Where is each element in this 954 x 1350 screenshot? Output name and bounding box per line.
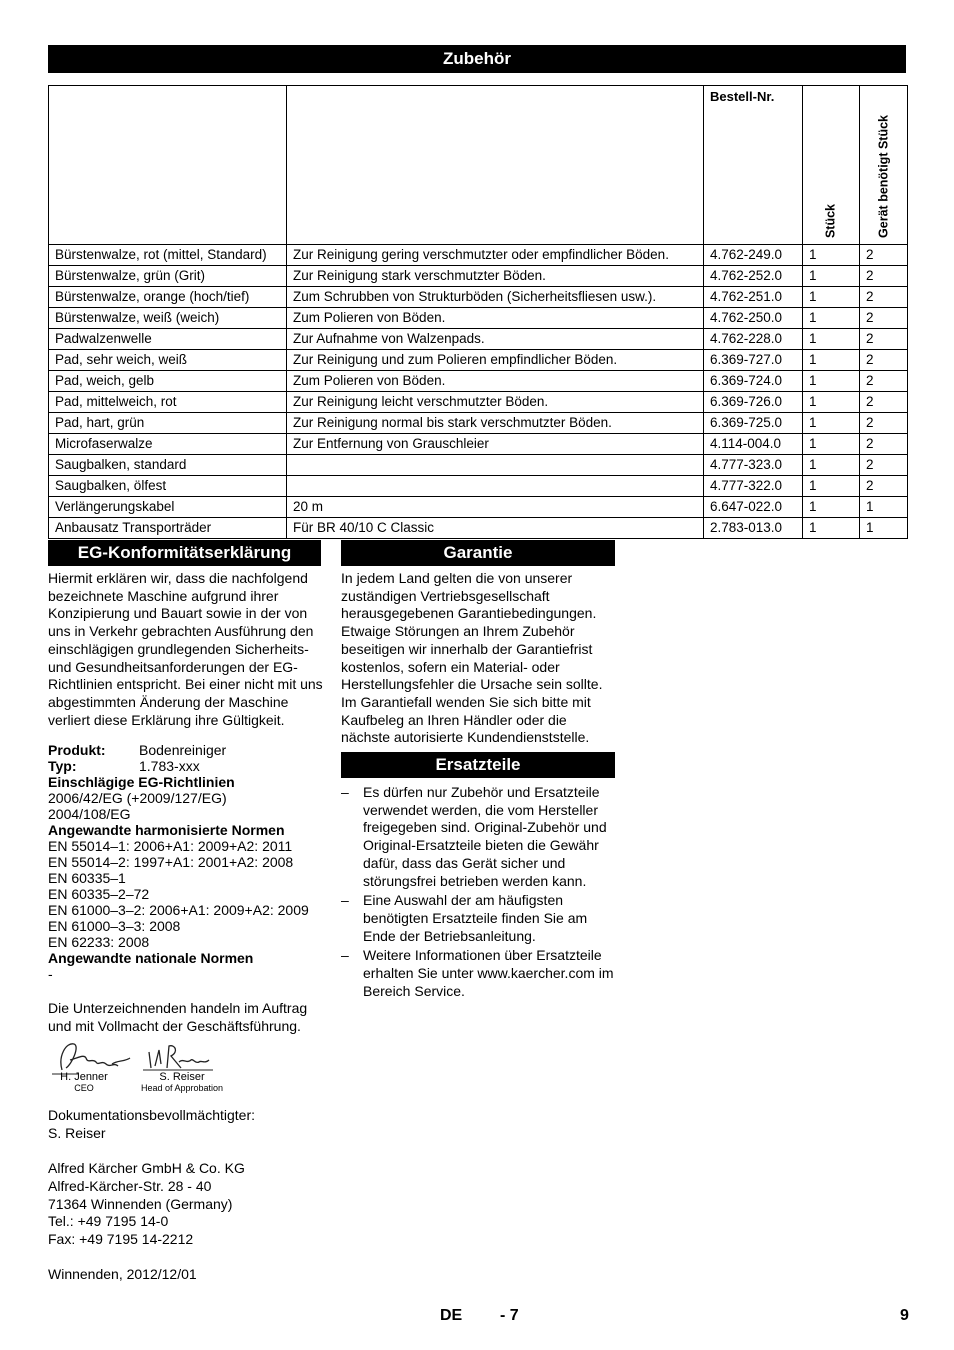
cell-desc: Zur Reinigung gering verschmutzter oder empfindlicher Böden.: [287, 245, 704, 266]
cell-required: 2: [860, 329, 908, 350]
spare-parts-title: Ersatzteile: [341, 752, 615, 778]
product-value: Bodenreiniger: [139, 742, 227, 759]
warranty-title: Garantie: [341, 540, 615, 566]
cell-name: Saugbalken, ölfest: [49, 476, 287, 497]
cell-required: 2: [860, 287, 908, 308]
table-row: [49, 413, 908, 434]
place-date: Winnenden, 2012/12/01: [48, 1266, 197, 1283]
table-header-row: [49, 86, 908, 245]
cell-name: Saugbalken, standard: [49, 455, 287, 476]
cell-desc: Für BR 40/10 C Classic: [287, 518, 704, 539]
cell-desc: Zur Reinigung stark verschmutzter Böden.: [287, 266, 704, 287]
table-row: [49, 371, 908, 392]
conformity-section: [48, 570, 324, 1036]
cell-order-no: 6.369-726.0: [704, 392, 803, 413]
signer1-role: CEO: [74, 1083, 94, 1093]
cell-name: Pad, sehr weich, weiß: [49, 350, 287, 371]
signer-jenner: [53, 1071, 115, 1094]
table-row: [49, 518, 908, 539]
cell-qty: 1: [803, 413, 860, 434]
spare-parts-section: [341, 784, 615, 1002]
cell-desc: Zur Aufnahme von Walzenpads.: [287, 329, 704, 350]
standard-item: EN 62233: 2008: [48, 934, 150, 951]
signer1-name: H. Jenner: [60, 1071, 108, 1083]
page-title-zubehoer: Zubehör: [48, 45, 906, 73]
cell-name: Pad, mittelweich, rot: [49, 392, 287, 413]
standard-item: EN 61000–3–3: 2008: [48, 918, 181, 935]
table-row: [49, 266, 908, 287]
product-row: [48, 742, 324, 758]
cell-qty: 1: [803, 518, 860, 539]
cell-order-no: 4.762-228.0: [704, 329, 803, 350]
required-header: Gerät benötigt Stück: [876, 115, 890, 238]
conformity-intro: Hiermit erklären wir, dass die nachfolgend bezeichnete Maschine aufgrund ihrer Konzipierung und Bauart sowie in der von uns in Verkehr gebrachten Ausführung den einschlägigen grundlegenden Sicherheits- und Gesundheitsanforderungen der EG-Richtlinien entspricht. Bei einer nicht mit uns abgestimmten Änderung der Maschine verliert diese Erklärung ihre Gültigkeit.: [48, 570, 323, 728]
table-body: [49, 245, 908, 539]
cell-name: Microfaserwalze: [49, 434, 287, 455]
cell-order-no: 6.369-724.0: [704, 371, 803, 392]
cell-desc: Zur Entfernung von Grauschleier: [287, 434, 704, 455]
cell-order-no: 4.777-322.0: [704, 476, 803, 497]
cell-desc: 20 m: [287, 497, 704, 518]
cell-required: 2: [860, 371, 908, 392]
cell-required: 2: [860, 266, 908, 287]
address-line: Alfred-Kärcher-Str. 28 - 40: [48, 1177, 212, 1194]
cell-desc: [287, 476, 704, 497]
dash-bullet: –: [341, 947, 349, 964]
cell-qty: 1: [803, 266, 860, 287]
signer-reiser: [134, 1071, 230, 1094]
list-item: [341, 784, 615, 890]
order-no-header: Bestell-Nr.: [710, 89, 775, 104]
cell-order-no: 4.762-252.0: [704, 266, 803, 287]
cell-qty: 1: [803, 350, 860, 371]
documentation-representative: [48, 1107, 324, 1284]
standard-item: EN 60335–2–72: [48, 886, 150, 903]
list-item-text: Weitere Informationen über Ersatzteile erhalten Sie unter www.kaercher.com im Bereich Service.: [363, 947, 614, 999]
table-row: [49, 287, 908, 308]
type-label: Typ:: [48, 758, 77, 775]
cell-order-no: 2.783-013.0: [704, 518, 803, 539]
cell-qty: 1: [803, 308, 860, 329]
directive-item: 2006/42/EG (+2009/127/EG): [48, 790, 227, 807]
signer2-role: Head of Approbation: [140, 1083, 224, 1093]
type-row: [48, 758, 324, 774]
footer-page-number: 9: [900, 1307, 909, 1324]
cell-order-no: 4.762-250.0: [704, 308, 803, 329]
cell-qty: 1: [803, 455, 860, 476]
cell-name: Bürstenwalze, weiß (weich): [49, 308, 287, 329]
cell-qty: 1: [803, 434, 860, 455]
list-item: [341, 947, 615, 1000]
type-value: 1.783-xxx: [139, 758, 200, 775]
cell-desc: Zur Reinigung normal bis stark verschmutzter Böden.: [287, 413, 704, 434]
cell-order-no: 4.777-323.0: [704, 455, 803, 476]
qty-header: Stück: [823, 203, 838, 238]
cell-name: Bürstenwalze, grün (Grit): [49, 266, 287, 287]
standard-item: EN 55014–1: 2006+A1: 2009+A2: 2011: [48, 838, 293, 855]
table-row: [49, 497, 908, 518]
directives-label: Einschlägige EG-Richtlinien: [48, 774, 235, 791]
header-cell-order-no: [704, 86, 803, 245]
address-line: Alfred Kärcher GmbH & Co. KG: [48, 1160, 245, 1177]
signer2-name: S. Reiser: [159, 1071, 205, 1083]
footer-page-local: - 7: [500, 1307, 519, 1324]
cell-required: 2: [860, 350, 908, 371]
cell-desc: Zur Reinigung und zum Polieren empfindlicher Böden.: [287, 350, 704, 371]
table-row: [49, 455, 908, 476]
table-row: [49, 308, 908, 329]
address-line: 71364 Winnenden (Germany): [48, 1195, 233, 1212]
spare-parts-list: [341, 784, 615, 1000]
conformity-title: EG-Konformitätserklärung: [48, 540, 321, 566]
doc-rep-label: Dokumentationsbevollmächtigter:: [48, 1107, 255, 1123]
cell-qty: 1: [803, 287, 860, 308]
dash-bullet: –: [341, 892, 349, 909]
cell-qty: 1: [803, 371, 860, 392]
cell-order-no: 6.647-022.0: [704, 497, 803, 518]
cell-desc: Zum Polieren von Böden.: [287, 371, 704, 392]
list-item-text: Eine Auswahl der am häufigsten benötigten Ersatzteile finden Sie am Ende der Betriebsanleitung.: [363, 892, 588, 944]
national-value: -: [48, 966, 53, 983]
directive-item: 2004/108/EG: [48, 806, 131, 823]
cell-qty: 1: [803, 392, 860, 413]
cell-required: 2: [860, 476, 908, 497]
header-cell-required: [860, 86, 908, 245]
cell-order-no: 6.369-727.0: [704, 350, 803, 371]
cell-required: 2: [860, 413, 908, 434]
doc-rep-name: S. Reiser: [48, 1124, 106, 1141]
list-item-text: Es dürfen nur Zubehör und Ersatzteile verwendet werden, die vom Hersteller freigegeben sind. Original-Zubehör und Original-Ersatzteile bieten die Gewähr dafür, dass das Gerät sicher und störungsfrei betrieben werden kann.: [363, 784, 607, 889]
table-row: [49, 350, 908, 371]
cell-desc: Zum Schrubben von Strukturböden (Sicherheitsfliesen usw.).: [287, 287, 704, 308]
cell-desc: Zur Reinigung leicht verschmutzter Böden.: [287, 392, 704, 413]
signature-reiser: [143, 1040, 215, 1074]
cell-name: Pad, weich, gelb: [49, 371, 287, 392]
list-item: [341, 892, 615, 945]
cell-required: 2: [860, 245, 908, 266]
cell-order-no: 4.762-251.0: [704, 287, 803, 308]
footer-language: DE: [440, 1307, 463, 1324]
cell-order-no: 6.369-725.0: [704, 413, 803, 434]
cell-required: 2: [860, 392, 908, 413]
address-line: Tel.: +49 7195 14-0: [48, 1213, 169, 1230]
warranty-section: [341, 570, 615, 747]
table-row: [49, 476, 908, 497]
header-cell-name: [49, 86, 287, 245]
header-cell-qty: [803, 86, 860, 245]
cell-required: 1: [860, 518, 908, 539]
header-cell-desc: [287, 86, 704, 245]
cell-qty: 1: [803, 245, 860, 266]
table-row: [49, 245, 908, 266]
cell-qty: 1: [803, 497, 860, 518]
table-row: [49, 392, 908, 413]
standard-item: EN 61000–3–2: 2006+A1: 2009+A2: 2009: [48, 902, 309, 919]
cell-name: Pad, hart, grün: [49, 413, 287, 434]
cell-order-no: 4.114-004.0: [704, 434, 803, 455]
warranty-text: In jedem Land gelten die von unserer zuständigen Vertriebsgesellschaft herausgegebenen Garantiebedingungen. Etwaige Störungen an Ihrem Zubehör beseitigen wir innerhalb der Garantiefrist kostenlos, sofern ein Material- oder Herstellungsfehler die Ursache sein sollte. Im Garantiefall wenden Sie sich bitte mit Kaufbeleg an Ihren Händler oder die nächste autorisierte Kundendienststelle.: [341, 570, 603, 746]
cell-name: Bürstenwalze, rot (mittel, Standard): [49, 245, 287, 266]
table-row: [49, 329, 908, 350]
cell-required: 2: [860, 434, 908, 455]
dash-bullet: –: [341, 784, 349, 800]
cell-name: Padwalzenwelle: [49, 329, 287, 350]
cell-required: 2: [860, 308, 908, 329]
cell-desc: Zum Polieren von Böden.: [287, 308, 704, 329]
standard-item: EN 55014–2: 1997+A1: 2001+A2: 2008: [48, 854, 294, 871]
product-label: Produkt:: [48, 742, 106, 759]
accessories-table: [48, 85, 908, 539]
table-row: [49, 434, 908, 455]
cell-qty: 1: [803, 329, 860, 350]
cell-required: 2: [860, 455, 908, 476]
address-line: Fax: +49 7195 14-2212: [48, 1230, 194, 1247]
cell-order-no: 4.762-249.0: [704, 245, 803, 266]
cell-name: Anbausatz Transporträder: [49, 518, 287, 539]
cell-name: Bürstenwalze, orange (hoch/tief): [49, 287, 287, 308]
cell-desc: [287, 455, 704, 476]
harmonized-label: Angewandte harmonisierte Normen: [48, 822, 285, 839]
signatories-text: Die Unterzeichnenden handeln im Auftrag und mit Vollmacht der Geschäftsführung.: [48, 1000, 308, 1035]
cell-qty: 1: [803, 476, 860, 497]
national-label: Angewandte nationale Normen: [48, 950, 254, 967]
standard-item: EN 60335–1: [48, 870, 126, 887]
cell-required: 1: [860, 497, 908, 518]
cell-name: Verlängerungskabel: [49, 497, 287, 518]
